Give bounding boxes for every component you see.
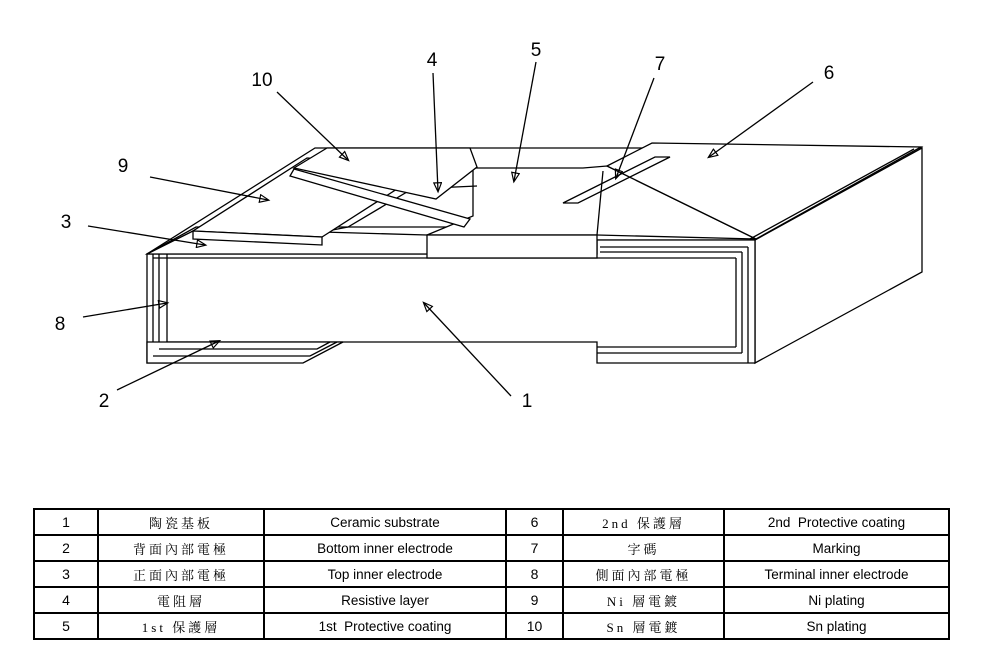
label-5: 5 xyxy=(530,40,542,61)
part-name-zh: Sn 層電鍍 xyxy=(563,613,724,639)
part-number: 6 xyxy=(506,509,563,535)
part-name-en: Resistive layer xyxy=(264,587,506,613)
part-name-en: 2nd Protective coating xyxy=(724,509,949,535)
table-row xyxy=(34,613,949,639)
label-8: 8 xyxy=(54,314,66,335)
part-name-zh: 正面內部電極 xyxy=(98,561,264,587)
label-1: 1 xyxy=(521,391,533,412)
table-row xyxy=(34,561,949,587)
part-number: 8 xyxy=(506,561,563,587)
part-name-en: Bottom inner electrode xyxy=(264,535,506,561)
part-name-zh: 2nd 保護層 xyxy=(563,509,724,535)
label-4: 4 xyxy=(426,50,438,71)
label-6: 6 xyxy=(823,63,835,84)
table-row xyxy=(34,509,949,535)
part-name-zh: 字碼 xyxy=(563,535,724,561)
part-name-zh: 電阻層 xyxy=(98,587,264,613)
part-number: 1 xyxy=(34,509,98,535)
table-row xyxy=(34,535,949,561)
part-number: 9 xyxy=(506,587,563,613)
label-2: 2 xyxy=(98,391,110,412)
part-name-en: 1st Protective coating xyxy=(264,613,506,639)
label-3: 3 xyxy=(60,212,72,233)
coating1-front-bar xyxy=(427,235,597,258)
parts-legend-table xyxy=(33,508,950,640)
table-row xyxy=(34,587,949,613)
part-name-en: Ni plating xyxy=(724,587,949,613)
label-9: 9 xyxy=(117,156,129,177)
part-name-zh: 側面內部電極 xyxy=(563,561,724,587)
part-number: 2 xyxy=(34,535,98,561)
label-10: 10 xyxy=(251,70,273,91)
part-number: 5 xyxy=(34,613,98,639)
part-name-en: Ceramic substrate xyxy=(264,509,506,535)
part-number: 3 xyxy=(34,561,98,587)
part-number: 10 xyxy=(506,613,563,639)
part-name-en: Top inner electrode xyxy=(264,561,506,587)
part-number: 7 xyxy=(506,535,563,561)
part-name-en: Terminal inner electrode xyxy=(724,561,949,587)
part-number: 4 xyxy=(34,587,98,613)
part-name-zh: 陶瓷基板 xyxy=(98,509,264,535)
part-name-en: Sn plating xyxy=(724,613,949,639)
bottom-electrode-wrap xyxy=(147,342,343,363)
part-name-zh: 背面內部電極 xyxy=(98,535,264,561)
part-name-en: Marking xyxy=(724,535,949,561)
part-name-zh: 1st 保護層 xyxy=(98,613,264,639)
label-7: 7 xyxy=(654,54,666,75)
part-name-zh: Ni 層電鍍 xyxy=(563,587,724,613)
